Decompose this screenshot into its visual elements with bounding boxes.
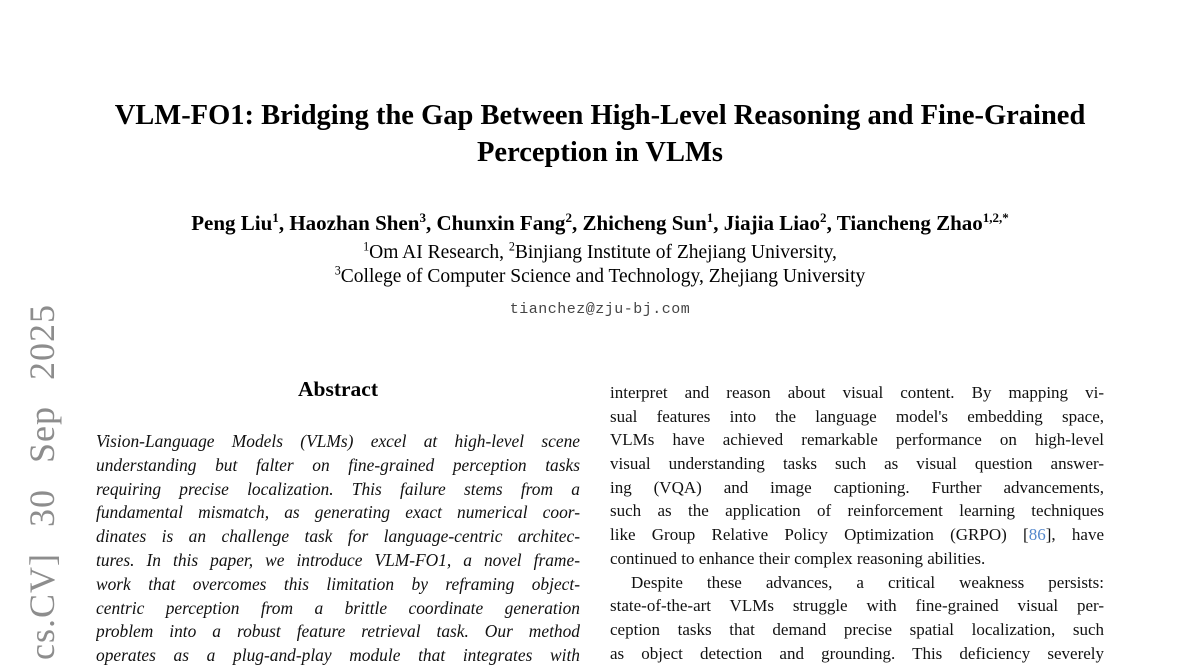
- citation-link[interactable]: 86: [1028, 525, 1046, 545]
- text-line: Despite these advances, a critical weakness persists:: [631, 572, 1104, 592]
- author-name: Haozhan Shen$^3$,: [289, 210, 437, 235]
- text-line: interpret and reason about visual content. By mapping vi-: [610, 383, 1104, 402]
- author-name: Tiancheng Zhao$^{1,2,*}$: [836, 210, 1009, 235]
- text-line: operates as a plug-and-play module that integrates with: [96, 645, 580, 666]
- text-line: centric perception from a brittle coordinate generation: [96, 597, 580, 618]
- text-line: ception tasks that demand precise spatial localization, such: [610, 619, 1104, 639]
- text-line: understanding but falter on fine-grained perception tasks: [96, 454, 580, 475]
- author-name: Peng Liu$^1$,: [191, 210, 290, 235]
- text-line: sual features into the language model's embedding space,: [610, 406, 1104, 426]
- title-line-2: Perception in VLMs: [477, 137, 723, 168]
- arxiv-sidebar-banner: cs.CV] 30 Sep 2025: [22, 304, 62, 660]
- introduction-body: [610, 381, 1104, 665]
- text-line: state-of-the-art VLMs struggle with fine-grained visual per-: [610, 596, 1104, 616]
- contact-email: tianchez@zju-bj.com: [509, 301, 691, 318]
- title-line-1: VLM-FO1: Bridging the Gap Between High-Level Reasoning and Fine-Grained: [114, 100, 1086, 131]
- text-line: work that overcomes this limitation by reframing object-: [96, 573, 580, 594]
- affiliation-line: $^1$Om AI Research, $^2$Binjiang Institute of Zhejiang University,: [363, 239, 837, 263]
- text-line: fundamental mismatch, as generating exact numerical coor-: [96, 502, 580, 523]
- text-line: like Group Relative Policy Optimization (GRPO) [86], have: [610, 525, 1104, 545]
- text-line: continued to enhance their complex reasoning abilities.: [610, 548, 986, 568]
- left-column: [96, 376, 580, 668]
- right-column: [610, 381, 1104, 665]
- text-line: VLMs have achieved remarkable performance on high-level: [610, 430, 1104, 450]
- author-name: Zhicheng Sun$^1$,: [582, 210, 724, 235]
- text-line: visual understanding tasks such as visual question answer-: [610, 454, 1104, 474]
- text-line: dinates is an challenge task for language-centric architec-: [96, 526, 580, 547]
- text-line: such as the application of reinforcement learning techniques: [610, 501, 1104, 521]
- author-name: Jiajia Liao$^2$,: [723, 210, 837, 235]
- author-name: Chunxin Fang$^2$,: [436, 210, 583, 235]
- text-line: problem into a robust feature retrieval task. Our method: [96, 621, 580, 642]
- text-line: ing (VQA) and image captioning. Further advancements,: [610, 477, 1104, 497]
- page-title: [0, 97, 1200, 171]
- abstract-body: [96, 430, 580, 668]
- text-line: as object detection and grounding. This deficiency severely: [610, 643, 1104, 663]
- affiliation-list: [0, 241, 1200, 289]
- text-line: Vision-Language Models (VLMs) excel at high-level scene: [96, 431, 580, 451]
- author-list: [0, 210, 1200, 236]
- text-line: requiring precise localization. This failure stems from a: [96, 478, 580, 499]
- affiliation-line: $^3$College of Computer Science and Technology, Zhejiang University: [334, 263, 866, 287]
- abstract-heading: Abstract: [297, 377, 378, 401]
- text-line: tures. In this paper, we introduce VLM-FO1, a novel frame-: [96, 549, 580, 570]
